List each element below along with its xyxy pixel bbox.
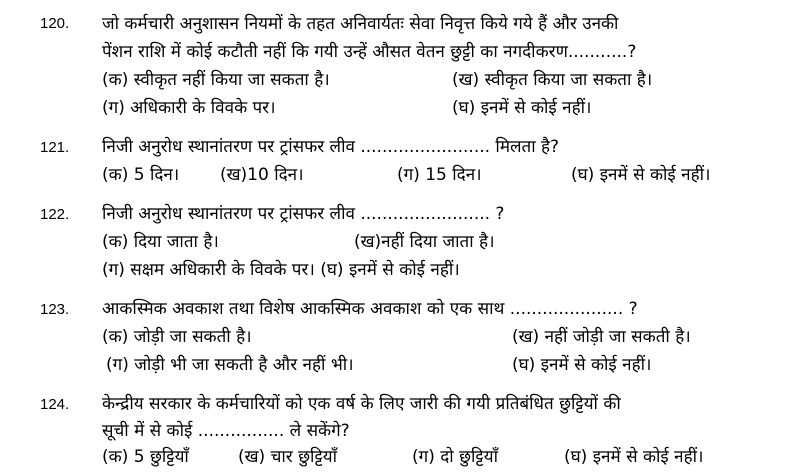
option-ga-gha: (ग) सक्षम अधिकारी के विवके पर। (घ) इनमें से कोई नहीं।: [102, 260, 460, 280]
question-text-line-1: केन्द्रीय सरकार के कर्मचारियों को एक वर्ष के लिए जारी की गयी प्रतिबंधित छुट्टियों की: [102, 394, 621, 414]
question-text-line-1: जो कर्मचारी अनुशासन नियमों के तहत अनिवार्यतः सेवा निवृत्त किये गये हैं और उनकी: [102, 14, 619, 34]
option-kha: (ख) स्वीकृत किया जा सकता है।: [452, 70, 653, 90]
option-ka: (क) स्वीकृत नहीं किया जा सकता है।: [102, 70, 330, 90]
option-kha: (ख) नहीं जोड़ी जा सकती है।: [512, 327, 691, 347]
option-ka: (क) दिया जाता है।: [102, 232, 219, 252]
question-number: 123.: [40, 301, 70, 318]
question-text-line-2: पेंशन राशि में कोई कटौती नहीं कि गयी उन्हें औसत वेतन छुट्टी का नगदीकरण...........?: [102, 42, 637, 62]
option-ga: (ग) अधिकारी के विवके पर।: [102, 98, 276, 118]
option-gha: (घ) इनमें से कोई नहीं।: [564, 447, 704, 467]
option-ka: (क) 5 छुट्टियाँ: [102, 447, 189, 467]
question-number: 124.: [40, 396, 70, 413]
option-ga: (ग) दो छुट्टियाँ: [412, 447, 498, 467]
question-text-line-1: निजी अनुरोध स्थानांतरण पर ट्रांसफर लीव ........................ मिलता है?: [102, 137, 560, 157]
option-kha: (ख) चार छुट्टियाँ: [238, 447, 338, 467]
option-kha: (ख)10 दिन।: [220, 165, 304, 185]
question-text-line-1: आकस्मिक अवकाश तथा विशेष आकस्मिक अवकाश को एक साथ ..................... ?: [102, 299, 638, 319]
question-text-line-2: सूची में से कोई ................ ले सकेंगे?: [102, 421, 350, 441]
option-ga: (ग) जोड़ी भी जा सकती है और नहीं भी।: [106, 355, 354, 375]
option-kha: (ख)नहीं दिया जाता है।: [354, 232, 495, 252]
question-text-line-1: निजी अनुरोध स्थानांतरण पर ट्रांसफर लीव ........................ ?: [102, 204, 505, 224]
option-gha: (घ) इनमें से कोई नहीं।: [571, 165, 711, 185]
option-gha: (घ) इनमें से कोई नहीं।: [512, 355, 652, 375]
question-number: 120.: [40, 15, 70, 32]
question-number: 122.: [40, 206, 70, 223]
option-ga: (ग) 15 दिन।: [397, 165, 482, 185]
option-ka: (क) जोड़ी जा सकती है।: [102, 327, 252, 347]
option-ka: (क) 5 दिन।: [102, 165, 180, 185]
option-gha: (घ) इनमें से कोई नहीं।: [452, 98, 592, 118]
question-number: 121.: [40, 139, 70, 156]
